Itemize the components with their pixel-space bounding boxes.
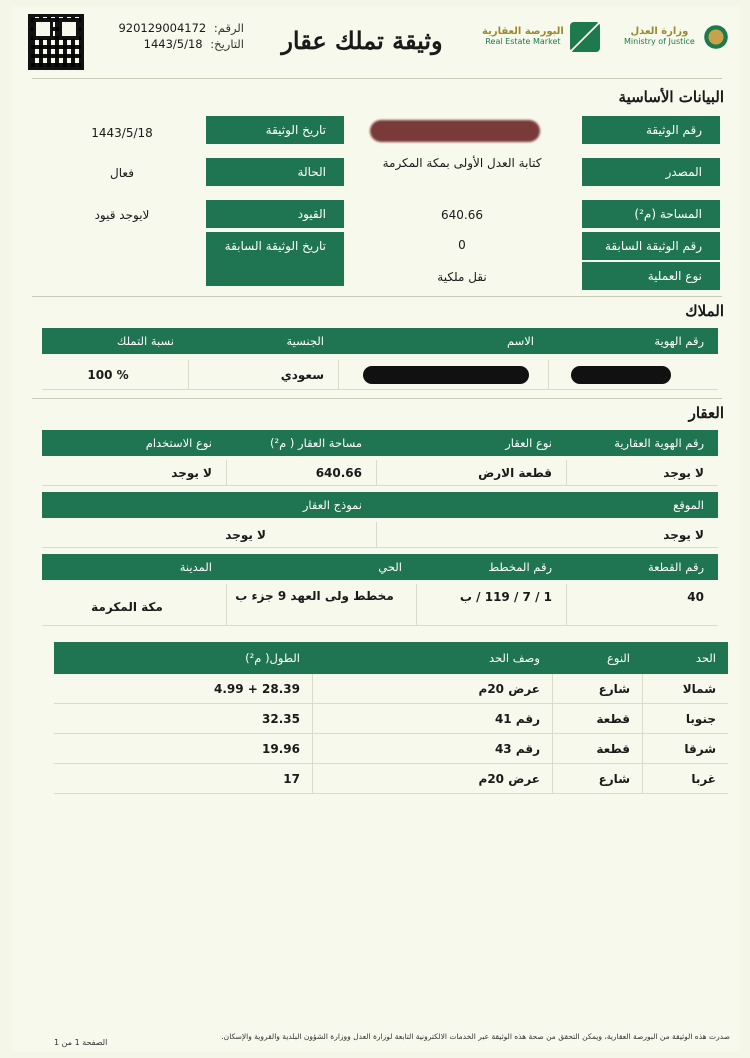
owner-id-cell <box>548 360 718 389</box>
area-value: 640.66 <box>441 208 483 222</box>
property-header-1 <box>42 430 718 456</box>
redacted-doc-number <box>370 120 540 142</box>
doc-number-line <box>104 20 244 36</box>
boundary-type: شارع <box>552 674 642 703</box>
prop-col-type: نوع العقار <box>505 436 552 450</box>
page-number: الصفحة 1 من 1 <box>54 1038 108 1047</box>
page-title: وثيقة تملك عقار <box>281 26 443 55</box>
doc-date-label: التاريخ: <box>210 37 244 51</box>
footer-note: صدرت هذه الوثيقة من البورصة العقارية، ويمكن التحقق من صحة هذه الوثيقة عبر الخدمات الالكترونية التابعة لوزارة العدل ووزارة الشؤون البلدية والقروية والإسكان. <box>221 1032 730 1041</box>
property-row-3 <box>42 584 718 626</box>
source-value: كتابة العدل الأولى بمكة المكرمة <box>382 156 542 170</box>
prop-plot-cell: 40 <box>566 584 718 625</box>
prop-area-cell: 640.66 <box>226 460 376 485</box>
owner-nationality-cell: سعودي <box>188 360 338 389</box>
document-page <box>12 6 740 1052</box>
owners-col-share: نسبة التملك <box>116 334 174 348</box>
redacted-owner-id <box>571 366 671 384</box>
prop-col-id: رقم الهوية العقارية <box>614 436 704 450</box>
prop-col-area: مساحة العقار ( م²) <box>269 436 362 450</box>
property-header-3 <box>42 554 718 580</box>
doc-number-value: 920129004172 <box>118 21 207 35</box>
boundary-side: شرقا <box>642 734 728 763</box>
boundary-desc: رقم 41 <box>312 704 552 733</box>
prev-doc-date-label: تاريخ الوثيقة السابقة <box>206 232 344 286</box>
prop-plan-cell: 1 / 7 / 119 / ب <box>416 584 566 625</box>
property-row-2 <box>42 522 718 548</box>
bound-col-type: النوع <box>607 651 630 665</box>
redacted-owner-name <box>363 366 529 384</box>
boundary-type: قطعة <box>552 734 642 763</box>
prop-type-cell: قطعة الارض <box>376 460 566 485</box>
boundary-row <box>54 674 728 704</box>
prop-district-cell: مخطط ولى العهد 9 جزء ب <box>226 584 416 625</box>
boundary-side: جنوبا <box>642 704 728 733</box>
justice-emblem-icon <box>701 22 731 52</box>
logo-justice-english: Ministry of Justice <box>624 37 695 46</box>
status-field-label: الحالة <box>206 158 344 186</box>
document-header <box>12 6 740 76</box>
source-field-label: المصدر <box>582 158 720 186</box>
owners-col-id: رقم الهوية <box>654 334 704 348</box>
owners-col-nationality: الجنسية <box>286 334 324 348</box>
prop-col-location: الموقع <box>673 498 704 512</box>
doc-date-field-label: تاريخ الوثيقة <box>206 116 344 144</box>
bound-col-length: الطول( م²) <box>245 651 300 665</box>
owner-share-cell: 100 % <box>87 368 129 382</box>
doc-date-line <box>104 36 244 52</box>
divider <box>32 78 722 79</box>
restrictions-field-label: القيود <box>206 200 344 228</box>
doc-number-label: الرقم: <box>213 21 244 35</box>
operation-type-value: نقل ملكية <box>437 270 487 284</box>
doc-date-value: 1443/5/18 <box>143 37 203 51</box>
property-title: العقار <box>688 404 724 422</box>
real-estate-market-logo <box>482 20 600 54</box>
prop-col-model: نموذج العقار <box>302 498 362 512</box>
operation-type-label: نوع العملية <box>582 262 720 290</box>
logo-market-arabic: البورصة العقارية <box>482 26 564 37</box>
basic-info-title: البيانات الأساسية <box>618 88 724 106</box>
prop-col-plan: رقم المخطط <box>488 560 552 574</box>
owners-title: الملاك <box>685 302 724 320</box>
boundary-type: قطعة <box>552 704 642 733</box>
prop-col-plot: رقم القطعة <box>647 560 704 574</box>
restrictions-value: لايوجد قيود <box>94 208 150 222</box>
boundaries-header <box>54 642 728 674</box>
owner-name-cell <box>338 360 548 389</box>
logo-justice-arabic: وزارة العدل <box>630 26 689 37</box>
status-value: فعال <box>110 166 134 180</box>
prop-usage-cell: لا يوجد <box>171 466 212 480</box>
boundary-type: شارع <box>552 764 642 793</box>
boundary-length: 28.39 + 4.99 <box>214 682 300 696</box>
document-meta <box>104 20 244 52</box>
divider <box>32 296 722 297</box>
logo-market-english: Real Estate Market <box>485 37 561 46</box>
prop-location-cell: لا يوجد <box>376 522 718 547</box>
property-header-2 <box>42 492 718 518</box>
doc-date-value: 1443/5/18 <box>91 126 153 140</box>
qr-code-icon <box>28 14 84 70</box>
doc-number-field-label: رقم الوثيقة <box>582 116 720 144</box>
owners-row <box>42 360 718 390</box>
prop-model-cell: لا يوجد <box>225 528 266 542</box>
boundary-side: غربا <box>642 764 728 793</box>
bound-col-side: الحد <box>695 651 716 665</box>
market-emblem-icon <box>570 22 600 52</box>
prop-col-city: المدينة <box>179 560 212 574</box>
prop-col-district: الحي <box>378 560 402 574</box>
boundary-row <box>54 704 728 734</box>
property-row-1 <box>42 460 718 486</box>
boundary-length: 17 <box>283 772 300 786</box>
boundary-row <box>54 764 728 794</box>
boundary-length: 19.96 <box>262 742 300 756</box>
boundary-desc: عرض 20م <box>312 764 552 793</box>
boundaries-table <box>54 642 728 794</box>
boundary-side: شمالا <box>642 674 728 703</box>
boundary-desc: عرض 20م <box>312 674 552 703</box>
ministry-of-justice-logo <box>624 20 731 54</box>
owners-col-name: الاسم <box>506 334 534 348</box>
divider <box>32 398 722 399</box>
area-field-label: المساحة (م²) <box>582 200 720 228</box>
prev-doc-number-label: رقم الوثيقة السابقة <box>582 232 720 260</box>
boundary-desc: رقم 43 <box>312 734 552 763</box>
prop-col-usage: نوع الاستخدام <box>145 436 212 450</box>
owners-table-header <box>42 328 718 354</box>
boundary-row <box>54 734 728 764</box>
bound-col-desc: وصف الحد <box>488 651 540 665</box>
prop-id-cell: لا يوجد <box>566 460 718 485</box>
boundary-length: 32.35 <box>262 712 300 726</box>
prev-doc-number-value: 0 <box>458 238 466 252</box>
prop-city-cell: مكة المكرمة <box>91 600 163 614</box>
